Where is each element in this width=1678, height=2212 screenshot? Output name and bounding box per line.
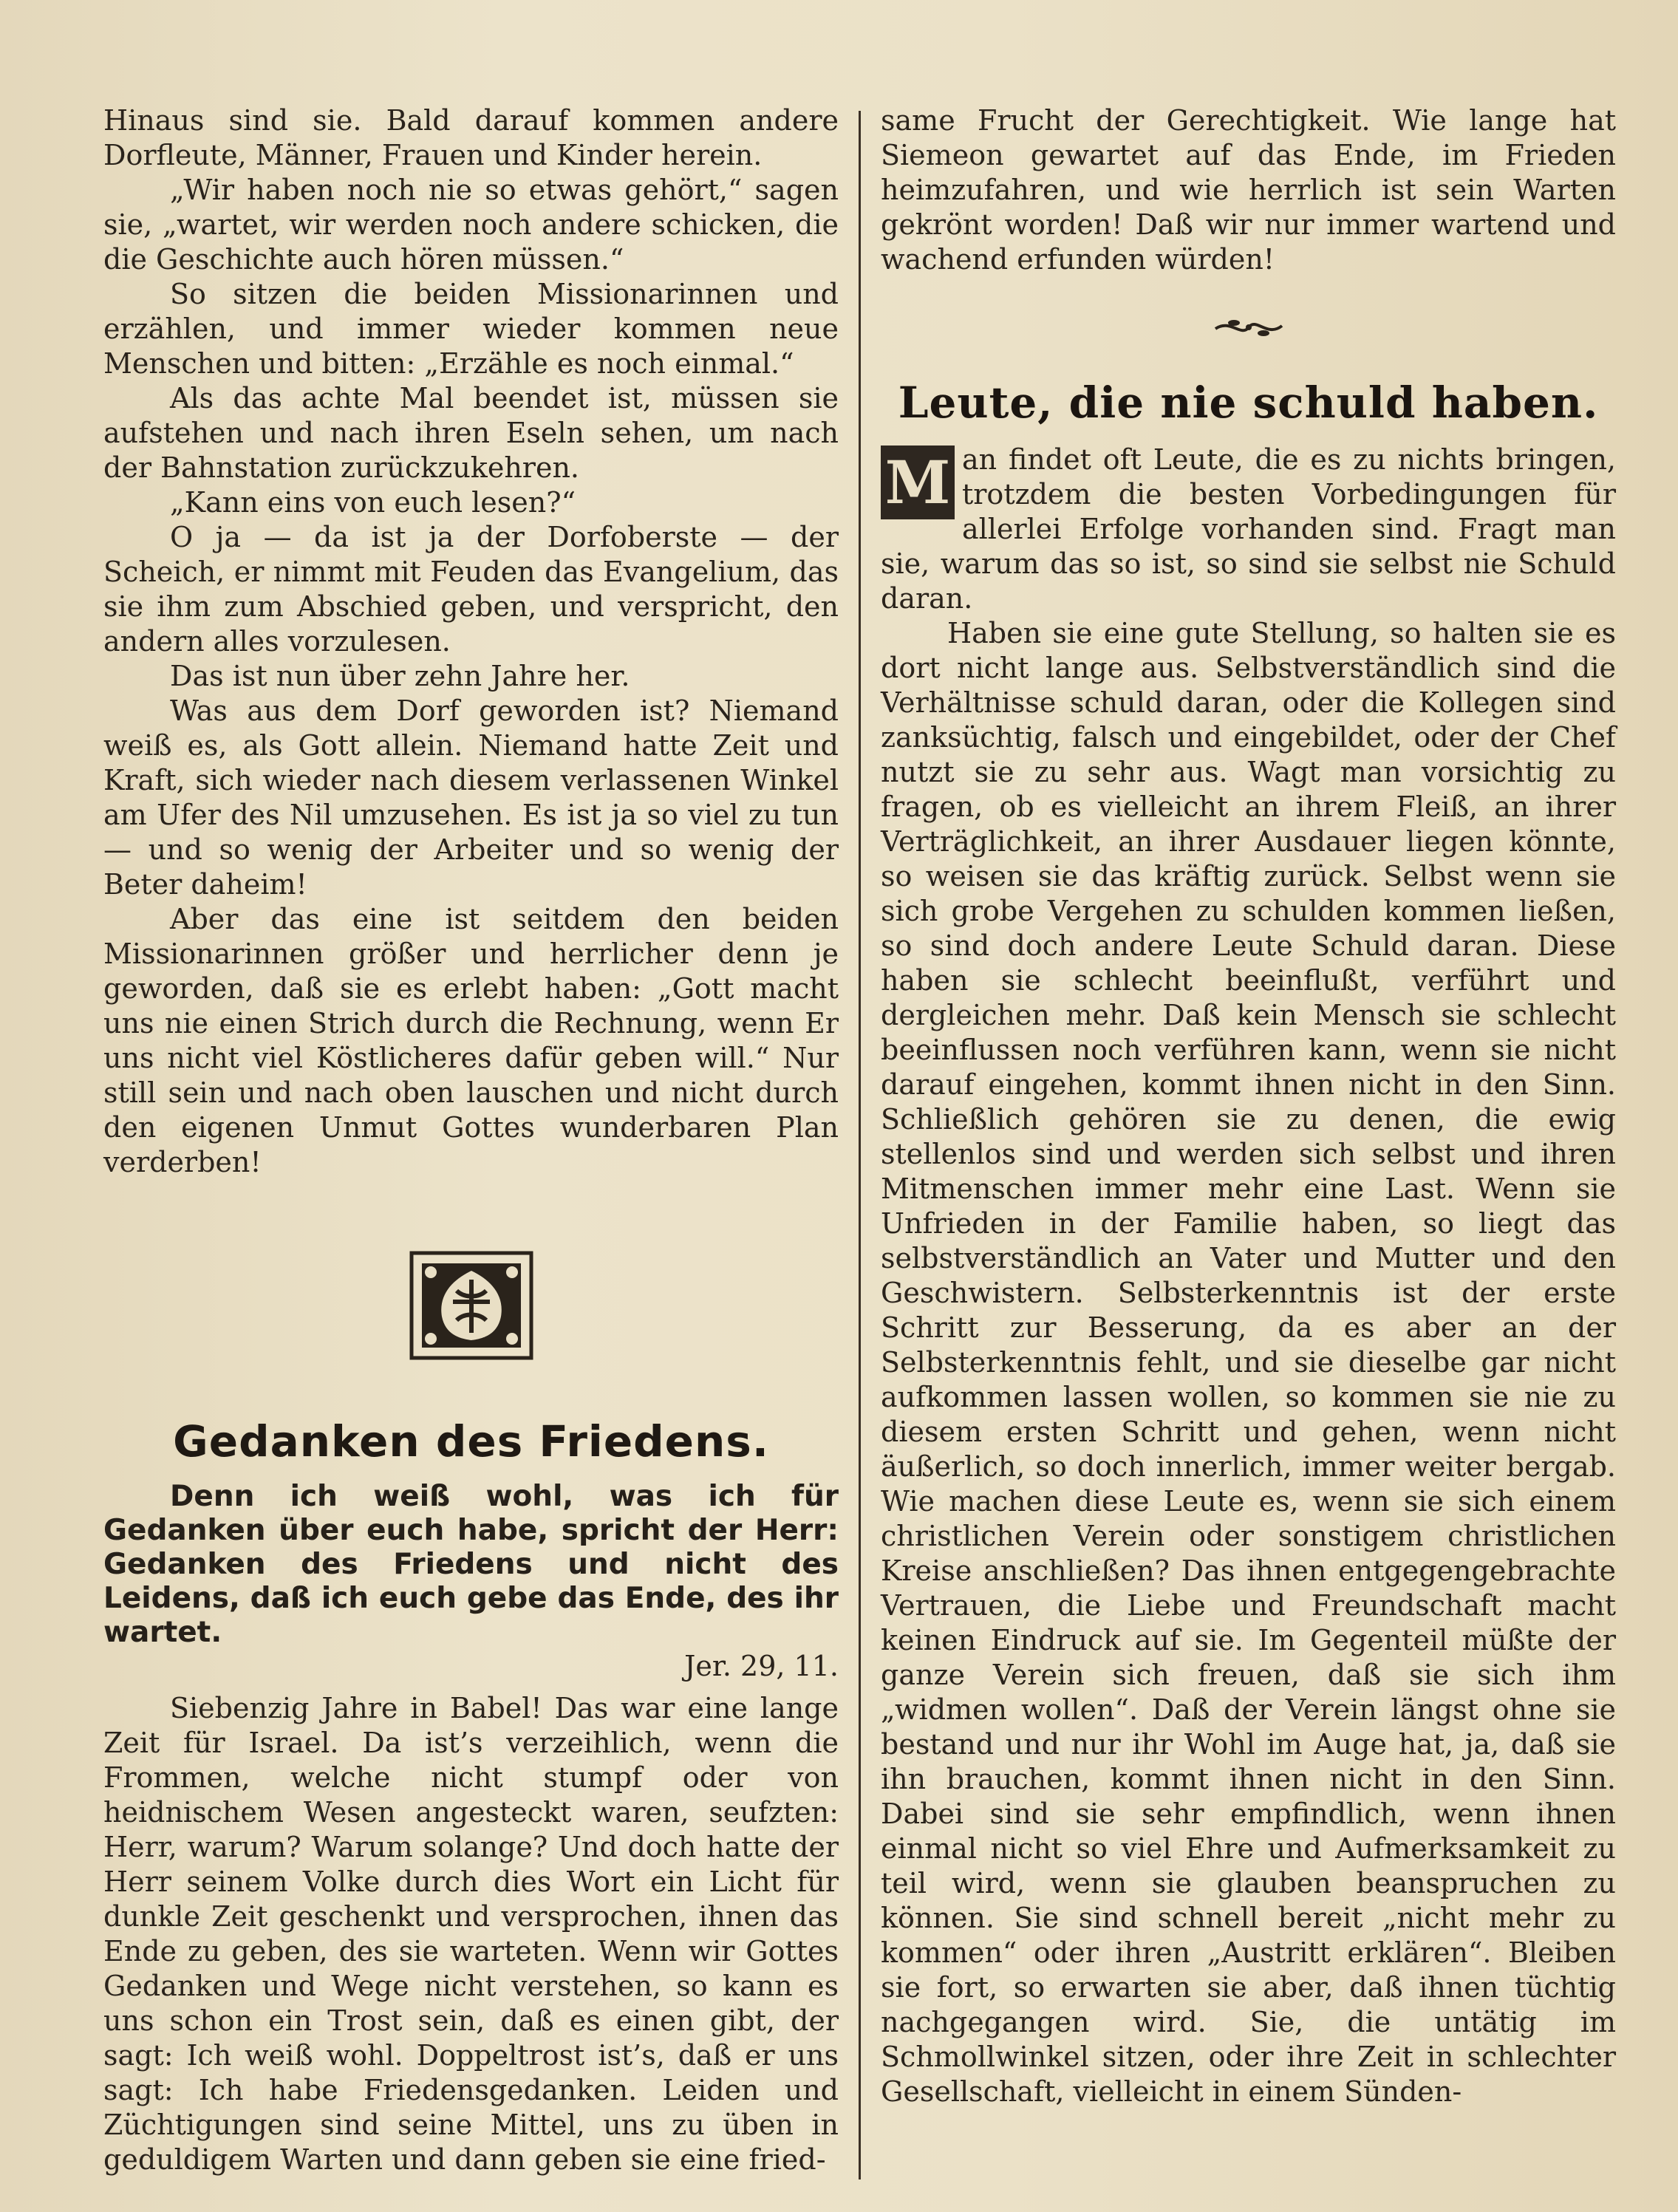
paragraph: same Frucht der Gerechtigkeit. Wie lange hat Siemeon gewartet auf das Ende, im Frieden heimzufahren, und wie herrlich ist sein Warten gekrönt worden! Daß wir nur immer wartend und wachend erfunden würden!	[881, 104, 1616, 276]
drop-cap-initial: M	[881, 446, 955, 519]
paragraph: Aber das eine ist seitdem den beiden Missionarinnen größer und herrlicher denn je geworden, daß sie es erlebt haben: „Gott macht uns nie einen Strich durch die Rechnung, wenn Er uns nicht viel Köstlicheres dafür geben will.“ Nur still sein und nach oben lauschen und nicht durch den eigenen Unmut Gottes wunderbaren Plan verderben!	[103, 903, 839, 1178]
vine-divider-icon	[1212, 313, 1286, 342]
motto-block	[103, 1467, 839, 1682]
right-column	[881, 103, 1616, 2109]
column-divider-rule	[859, 111, 861, 2179]
paragraph: „Wir haben noch nie so etwas gehört,“ sagen sie, „wartet, wir werden noch andere schicken, die die Geschichte auch hören müssen.“	[103, 174, 839, 276]
paragraph: Als das achte Mal beendet ist, müssen sie aufstehen und nach ihren Eseln sehen, um nach der Bahnstation zurückzukehren.	[103, 382, 839, 484]
paragraph: So sitzen die beiden Missionarinnen und erzählen, und immer wieder kommen neue Menschen und bitten: „Erzähle es noch einmal.“	[103, 278, 839, 380]
paragraph: Haben sie eine gute Stellung, so halten sie es dort nicht lange aus. Selbstverständlich sind die Verhältnisse schuld daran, oder die Kollegen sind zanksüchtig, falsch und eingebildet, oder der Chef nutzt sie zu sehr aus. Wagt man vorsichtig zu fragen, ob es vielleicht an ihrem Fleiß, an ihrer Verträglichkeit, an ihrer Ausdauer liegen könnte, so weisen sie das kräftig zurück. Selbst wenn sie sich grobe Vergehen zu schulden kommen ließen, so sind doch andere Leute Schuld daran. Diese haben sie schlecht beeinflußt, verführt und dergleichen mehr. Daß kein Mensch sie schlecht beeinflussen noch verführen kann, wenn sie nicht darauf eingehen, kommt ihnen nicht in den Sinn. Schließlich gehören sie zu denen, die ewig stellenlos sind und werden sich selbst und ihren Mitmenschen immer mehr eine Last. Wenn sie Unfrieden in der Familie haben, so liegt das selbstverständlich an Vater und Mutter und den Geschwistern. Selbsterkenntnis ist der erste Schritt zur Besserung, da es aber an der Selbsterkenntnis fehlt, und sie dieselbe gar nicht aufkommen lassen wollen, so kommen sie nie zu diesem ersten Schritt und gehen, wenn nicht äußerlich, so doch innerlich, immer weiter bergab. Wie machen diese Leute es, wenn sie sich einem christlichen Verein oder sonstigem christlichen Kreise anschließen? Das ihnen entgegengebrachte Vertrauen, die Liebe und Freundschaft macht keinen Eindruck auf sie. Im Gegenteil müßte der ganze Verein sich freuen, daß sie sich ihm „widmen wollen“. Daß der Verein längst ohne sie bestand und nur ihr Wohl im Auge hat, ja, daß sie ihn brauchen, kommt ihnen nicht in den Sinn. Dabei sind sie sehr empfindlich, wenn ihnen einmal nicht so viel Ehre und Aufmerksamkeit zu teil wird, wenn sie glauben beanspruchen zu können. Sie sind schnell bereit „nicht mehr zu kommen“ oder ihren „Austritt erklären“. Bleiben sie fort, so erwarten sie aber, daß ihnen tüchtig nachgegangen wird. Sie, die untätig im Schmollwinkel sitzen, oder ihre Zeit in schlechter Gesellschaft, vielleicht in einem Sünden-	[881, 617, 1616, 2108]
section-title-friedens: Gedanken des Friedens.	[173, 1416, 769, 1467]
paragraph: an findet oft Leute, die es zu nichts bringen, trotzdem die besten Vorbedingungen für allerlei Erfolge vorhanden sind. Fragt man sie, warum das so ist, so sind sie selbst nie Schuld daran.	[881, 443, 1616, 615]
paragraph: Was aus dem Dorf geworden ist? Niemand weiß es, als Gott allein. Niemand hatte Zeit und Kraft, sich wieder nach diesem verlassenen Winkel am Ufer des Nil umzusehen. Es ist ja so viel zu tun — und so wenig der Arbeiter und so wenig der Beter daheim!	[103, 694, 839, 901]
paragraph: O ja — da ist ja der Dorfoberste — der Scheich, er nimmt mit Feuden das Evangelium, das sie ihm zum Abschied geben, und verspricht, den andern alles vorzulesen.	[103, 521, 839, 658]
paragraph: Hinaus sind sie. Bald darauf kommen andere Dorfleute, Männer, Frauen und Kinder herein.	[103, 104, 839, 171]
first-paragraph-block	[881, 443, 1616, 616]
paragraph: Das ist nun über zehn Jahre her.	[170, 660, 630, 692]
paragraph: Siebenzig Jahre in Babel! Das war eine lange Zeit für Israel. Da ist’s verzeihlich, wenn die Frommen, welche nicht stumpf oder von heidnischem Wesen angesteckt waren, seufzten: Herr, warum? Warum solange? Und doch hatte der Herr seinem Volke durch dies Wort ein Licht für dunkle Zeit geschenkt und versprochen, ihnen das Ende zu geben, des sie warteten. Wenn wir Gottes Gedanken und Wege nicht verstehen, so kann es uns schon ein Trost sein, daß es einen gibt, der sagt: Ich weiß wohl. Doppeltrost ist’s, daß er uns sagt: Ich habe Friedensgedanken. Leiden und Züchtigungen sind seine Mittel, uns zu üben in geduldigem Warten und dann geben sie eine fried-	[103, 1692, 839, 2176]
left-column	[103, 103, 839, 2177]
section-title-schuld: Leute, die nie schuld haben.	[898, 378, 1599, 428]
motto-reference: Jer. 29, 11.	[684, 1650, 839, 1682]
floral-ornament-icon	[405, 1246, 538, 1365]
motto-text: Denn ich weiß wohl, was ich für Gedanken über euch habe, spricht der Herr: Gedanken des Friedens und nicht des Leidens, daß ich euch gebe das Ende, des ihr wartet.	[103, 1480, 839, 1649]
paragraph: „Kann eins von euch lesen?“	[170, 486, 576, 519]
